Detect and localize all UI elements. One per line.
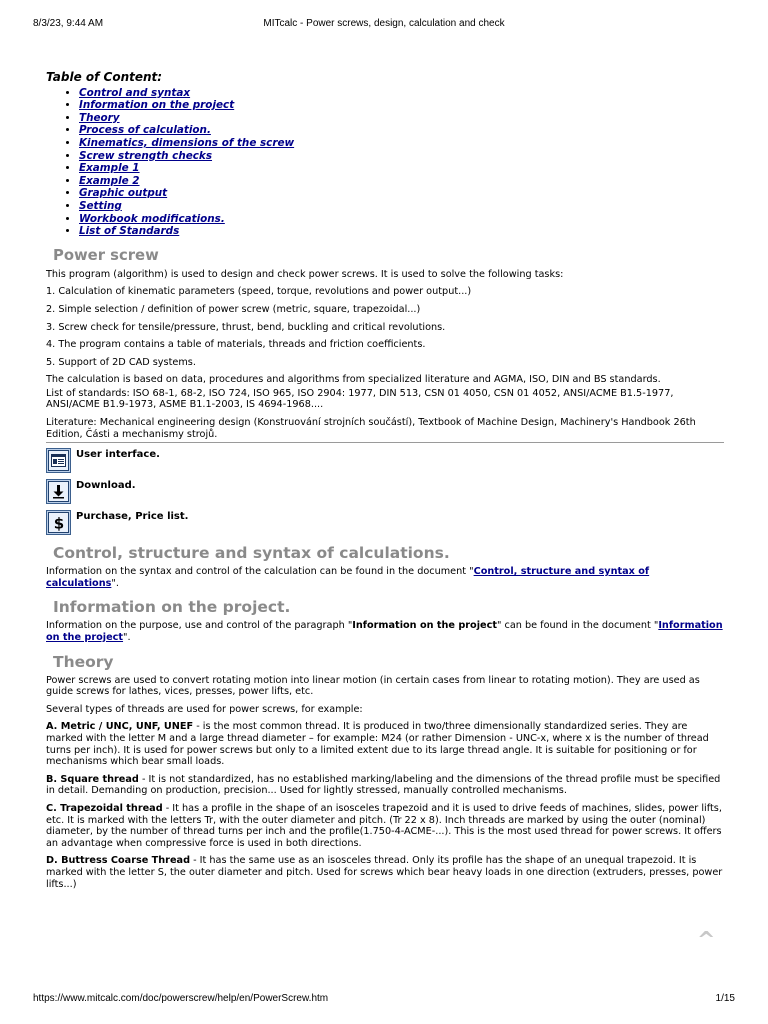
theory-paragraph: Power screws are used to convert rotating motion into linear motion (in certain cases from linear to rotating motion). They are used as guide screws for lathes, vices, presses, power lifts, etc. (46, 674, 700, 698)
toc-link-process-of-calculation[interactable]: Process of calculation. (79, 124, 211, 137)
task-item: 1. Calculation of kinematic parameters (speed, torque, revolutions and power output...) (46, 286, 472, 298)
control-document-link[interactable]: Control, structure and syntax of calculations (46, 566, 650, 589)
dollar-icon[interactable] (46, 510, 71, 535)
thread-type-name: B. Square thread (46, 773, 139, 785)
print-date: 8/3/23, 9:44 AM (33, 18, 104, 29)
literature-text: Literature: Mechanical engineering design (Konstruování strojních součástí), Textbook of Machine Design, Machinery's Handbook 26th Edition, Části a mechanismy strojů. (46, 417, 696, 440)
thread-type: C. Trapezoidal thread - It has a profile in the shape of an isosceles trapezoid and it is used to drive feeds of machines, slides, power lifts, etc. It is marked with the letters Tr, with the outer diameter and pitch. (Tr 22 x 8). Inch threads are marked by using the outer (nominal) diameter, by the number of thread turns per inch and the profile(1.750-4-ACME-...). This is the most used thread for power screws. It offers an advantage when compressive force is used in both directions. (46, 802, 722, 849)
project-document-link[interactable]: Information on the project (46, 620, 723, 644)
download-arrow-icon[interactable] (46, 479, 71, 504)
toc-item (79, 175, 724, 188)
toc-link-graphic-output[interactable]: Graphic output (79, 187, 168, 200)
toc-item (79, 150, 724, 163)
user-interface-link[interactable] (46, 448, 724, 473)
toc-item (79, 187, 724, 200)
document-content (46, 72, 724, 896)
divider (46, 442, 724, 443)
standards-text: List of standards: ISO 68-1, 68-2, ISO 724, ISO 965, ISO 2904: 1977, DIN 513, CSN 01 4050, CSN 01 4052, ANSI/ACME B1.5-1977, ANSI/ACME B1.9-1973, ASME B1.1-2003, IS 4694-1968.... (46, 387, 674, 411)
toc-item (79, 99, 724, 112)
toc-link-strength-checks[interactable]: Screw strength checks (79, 149, 213, 162)
print-footer (33, 993, 735, 1007)
toc-item (79, 213, 724, 226)
print-header (33, 18, 735, 32)
theory-paragraph: Several types of threads are used for power screws, for example: (46, 703, 363, 715)
toc-item (79, 225, 724, 238)
toc-link-kinematics[interactable]: Kinematics, dimensions of the screw (79, 136, 295, 149)
thread-type: B. Square thread - It is not standardized, has no established marking/labeling and the dimensions of the thread profile must be specified in detail. Demanding on production, precision... Used for lightly stressed, manually controlled mechanisms. (46, 773, 721, 797)
table-of-content (46, 87, 724, 238)
heading-power-screw: Power screw (53, 246, 159, 264)
purchase-link[interactable] (46, 510, 724, 535)
toc-item (79, 162, 724, 175)
task-item: 4. The program contains a table of materials, threads and friction coefficients. (46, 339, 426, 351)
user-interface-label[interactable]: User interface. (76, 449, 160, 461)
thread-type-name: C. Trapezoidal thread (46, 802, 163, 814)
toc-link-theory[interactable]: Theory (79, 111, 120, 124)
task-item: 3. Screw check for tensile/pressure, thrust, bend, buckling and critical revolutions. (46, 321, 446, 333)
thread-type-name: D. Buttress Coarse Thread (46, 855, 191, 867)
heading-theory: Theory (53, 652, 114, 671)
toc-item (79, 112, 724, 125)
svg-text:$: $ (53, 514, 64, 532)
toc-link-workbook-modifications[interactable]: Workbook modifications. (79, 212, 225, 225)
user-interface-icon[interactable] (46, 448, 71, 473)
toc-link-control-and-syntax[interactable]: Control and syntax (79, 86, 191, 99)
intro-text: This program (algorithm) is used to design and check power screws. It is used to solve the following tasks: (46, 268, 564, 280)
print-page-number: 1/15 (715, 993, 735, 1004)
toc-item (79, 200, 724, 213)
download-label[interactable]: Download. (76, 480, 136, 492)
toc-link-example-1[interactable]: Example 1 (79, 162, 140, 175)
toc-title: Table of Content: (46, 70, 163, 84)
heading-control: Control, structure and syntax of calculations. (53, 544, 450, 563)
toc-link-example-2[interactable]: Example 2 (79, 174, 140, 187)
toc-link-setting[interactable]: Setting (79, 199, 122, 212)
task-item: 2. Simple selection / definition of power screw (metric, square, trapezoidal...) (46, 303, 421, 315)
toc-link-information-on-project[interactable]: Information on the project (79, 99, 235, 112)
print-page-title: MITcalc - Power screws, design, calculation and check (263, 18, 505, 29)
purchase-label[interactable]: Purchase, Price list. (76, 511, 189, 523)
heading-project: Information on the project. (53, 598, 291, 617)
print-url: https://www.mitcalc.com/doc/powerscrew/help/en/PowerScrew.htm (33, 993, 329, 1004)
toc-item (79, 87, 724, 100)
basis-text: The calculation is based on data, procedures and algorithms from specialized literature and AGMA, ISO, DIN and BS standards. (46, 374, 661, 386)
toc-item (79, 137, 724, 150)
project-text: Information on the purpose, use and control of the paragraph "Information on the project" can be found in the document "Information on the project". (46, 620, 723, 644)
toc-link-list-of-standards[interactable]: List of Standards (79, 225, 180, 238)
control-text: Information on the syntax and control of the calculation can be found in the document "Control, structure and syntax of calculations". (46, 566, 650, 589)
thread-type-name: A. Metric / UNC, UNF, UNEF (46, 721, 194, 733)
toc-item (79, 124, 724, 137)
chevron-up-icon[interactable]: ^ (697, 928, 716, 953)
thread-type: A. Metric / UNC, UNF, UNEF - is the most common thread. It is produced in two/three dimensionally standardized series. They are marked with the letter M and a large thread diameter – for example: M24 (or rather Dimension - UNC-x, where x is the number of thread turns per inch). It is used for power screws but only to a limited extent due to its large thread angle. It is suitable for positioning or for mechanisms which bear small loads. (46, 721, 709, 768)
download-link[interactable] (46, 479, 724, 504)
task-item: 5. Support of 2D CAD systems. (46, 356, 196, 368)
thread-type: D. Buttress Coarse Thread - It has the same use as an isosceles thread. Only its profile has the shape of an unequal trapezoid. It is marked with the letter S, the outer diameter and pitch. Used for screws which bear heavy loads in one direction (extruders, presses, power lifts...) (46, 855, 723, 890)
